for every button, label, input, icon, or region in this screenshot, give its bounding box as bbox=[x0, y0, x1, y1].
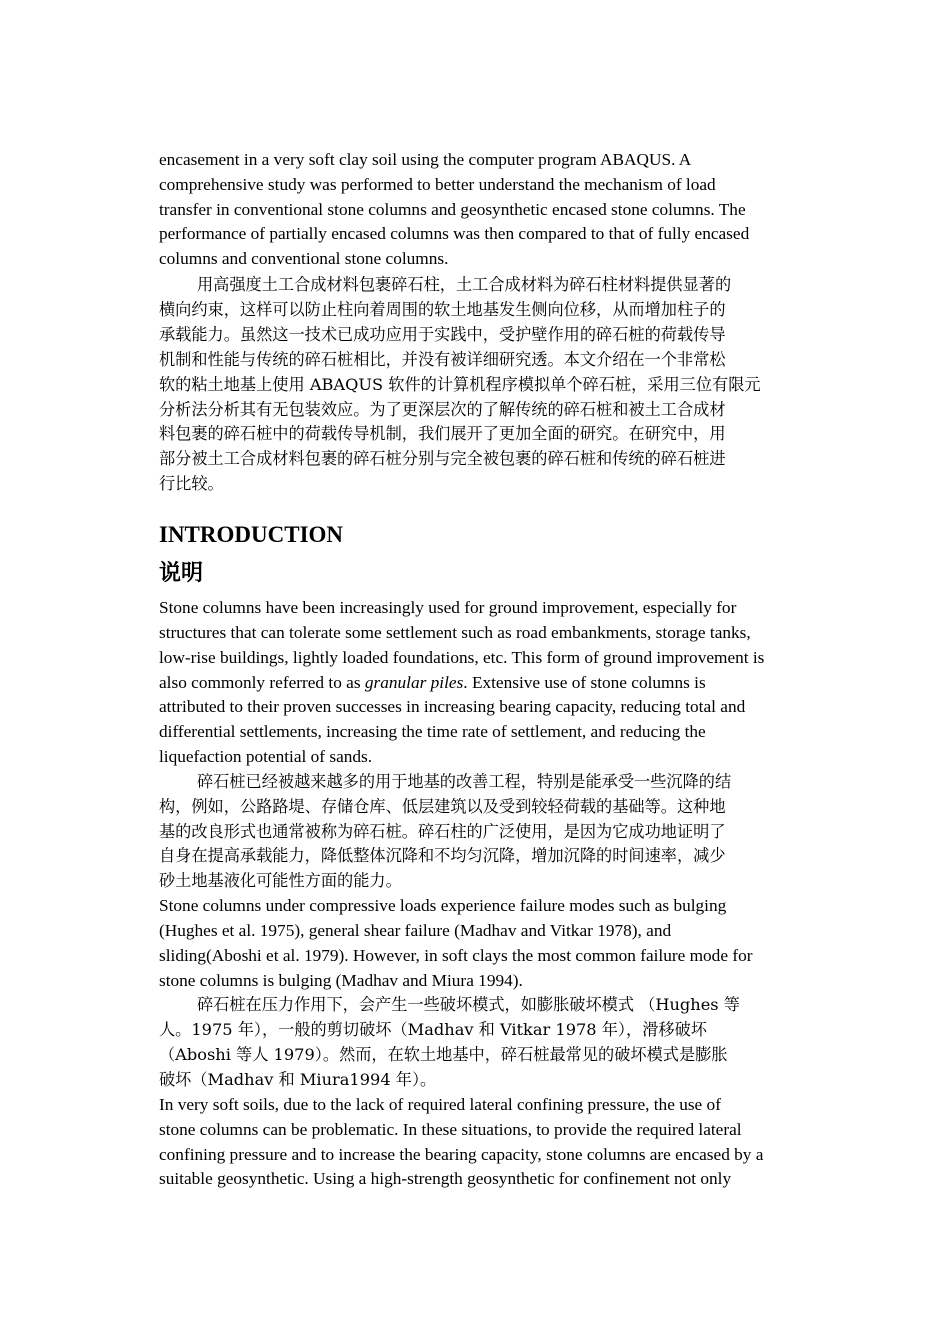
text-line: low-rise buildings, lightly loaded foundations, etc. This form of ground improvement is bbox=[159, 647, 765, 667]
intro-p2-zh bbox=[159, 993, 839, 1093]
text-line: 用高强度土工合成材料包裹碎石柱，土工合成材料为碎石柱材料提供显著的 bbox=[197, 274, 732, 294]
text-line: structures that can tolerate some settlement such as road embankments, storage tanks, bbox=[159, 622, 751, 642]
text-line: 软的粘土地基上使用 ABAQUS 软件的计算机程序模拟单个碎石桩，采用三位有限元 bbox=[159, 374, 761, 394]
abstract-en-paragraph bbox=[159, 148, 839, 272]
text-line: Stone columns under compressive loads experience failure modes such as bulging bbox=[159, 896, 727, 916]
text-line: 碎石桩已经被越来越多的用于地基的改善工程，特别是能承受一些沉降的结 bbox=[197, 771, 732, 791]
text-line: sliding(Aboshi et al. 1979). However, in soft clays the most common failure mode for bbox=[159, 945, 753, 965]
text-line: 碎石桩在压力作用下，会产生一些破坏模式，如膨胀破坏模式 （Hughes 等 bbox=[197, 995, 740, 1015]
text-line: transfer in conventional stone columns and geosynthetic encased stone columns. The bbox=[159, 199, 746, 219]
intro-p3-en bbox=[159, 1093, 839, 1192]
text-line: attributed to their proven successes in increasing bearing capacity, reducing total and bbox=[159, 697, 746, 717]
intro-p1-en bbox=[159, 596, 839, 770]
text-line bbox=[159, 671, 839, 696]
text-line: comprehensive study was performed to better understand the mechanism of load bbox=[159, 174, 716, 194]
section-heading-en: INTRODUCTION bbox=[159, 522, 344, 548]
section-heading-zh: 说明 bbox=[159, 561, 204, 587]
text-line: suitable geosynthetic. Using a high-strength geosynthetic for confinement not only bbox=[159, 1169, 732, 1189]
text-fragment: also commonly referred to as bbox=[159, 672, 365, 692]
document-page bbox=[159, 148, 839, 1192]
text-line: Stone columns have been increasingly used for ground improvement, especially for bbox=[159, 598, 737, 618]
text-line: 横向约束，这样可以防止柱向着周围的软土地基发生侧向位移，从而增加柱子的 bbox=[159, 299, 726, 319]
text-line: 构，例如，公路路堤、存储仓库、低层建筑以及受到较轻荷载的基础等。这种地 bbox=[159, 796, 726, 816]
text-line: 行比较。 bbox=[159, 474, 224, 494]
text-fragment: . Extensive use of stone columns is bbox=[463, 672, 706, 692]
text-line: 机制和性能与传统的碎石桩相比，并没有被详细研究透。本文介绍在一个非常松 bbox=[159, 349, 726, 369]
intro-p2-en bbox=[159, 894, 839, 993]
text-line: 破坏（Madhav 和 Miura1994 年）。 bbox=[159, 1070, 437, 1090]
intro-p1-zh bbox=[159, 770, 839, 895]
text-line: stone columns can be problematic. In these situations, to provide the required lateral bbox=[159, 1119, 742, 1139]
text-line: 自身在提高承载能力，降低整体沉降和不均匀沉降，增加沉降的时间速率，减少 bbox=[159, 846, 726, 866]
text-line: stone columns is bulging (Madhav and Miura 1994). bbox=[159, 970, 523, 990]
emphasis-term: granular piles bbox=[364, 672, 464, 692]
abstract-zh-paragraph bbox=[159, 273, 839, 497]
text-line: （Aboshi 等人 1979）。然而，在软土地基中，碎石桩最常见的破坏模式是膨胀 bbox=[159, 1045, 728, 1065]
text-line: 部分被土工合成材料包裹的碎石桩分别与完全被包裹的碎石桩和传统的碎石桩进 bbox=[159, 449, 726, 469]
text-line: liquefaction potential of sands. bbox=[159, 746, 373, 766]
text-line: confining pressure and to increase the bearing capacity, stone columns are encased by a bbox=[159, 1144, 764, 1164]
text-line: 基的改良形式也通常被称为碎石桩。碎石柱的广泛使用，是因为它成功地证明了 bbox=[159, 821, 726, 841]
text-line: 砂土地基液化可能性方面的能力。 bbox=[159, 871, 402, 891]
text-line: encasement in a very soft clay soil using the computer program ABAQUS. A bbox=[159, 150, 692, 169]
text-line: differential settlements, increasing the time rate of settlement, and reducing the bbox=[159, 722, 706, 742]
text-line: In very soft soils, due to the lack of required lateral confining pressure, the use of bbox=[159, 1095, 721, 1115]
text-line: performance of partially encased columns was then compared to that of fully encased bbox=[159, 224, 750, 244]
text-line: 人。1975 年），一般的剪切破坏（Madhav 和 Vitkar 1978 年），滑移破坏 bbox=[159, 1020, 707, 1040]
text-line: 承载能力。虽然这一技术已成功应用于实践中，受护壁作用的碎石桩的荷载传导 bbox=[159, 324, 726, 344]
text-line: 分析法分析其有无包装效应。为了更深层次的了解传统的碎石桩和被土工合成材 bbox=[159, 399, 726, 419]
text-line: (Hughes et al. 1975), general shear failure (Madhav and Vitkar 1978), and bbox=[159, 921, 672, 941]
text-line: columns and conventional stone columns. bbox=[159, 249, 449, 269]
text-line: 料包裹的碎石桩中的荷载传导机制，我们展开了更加全面的研究。在研究中，用 bbox=[159, 424, 726, 444]
